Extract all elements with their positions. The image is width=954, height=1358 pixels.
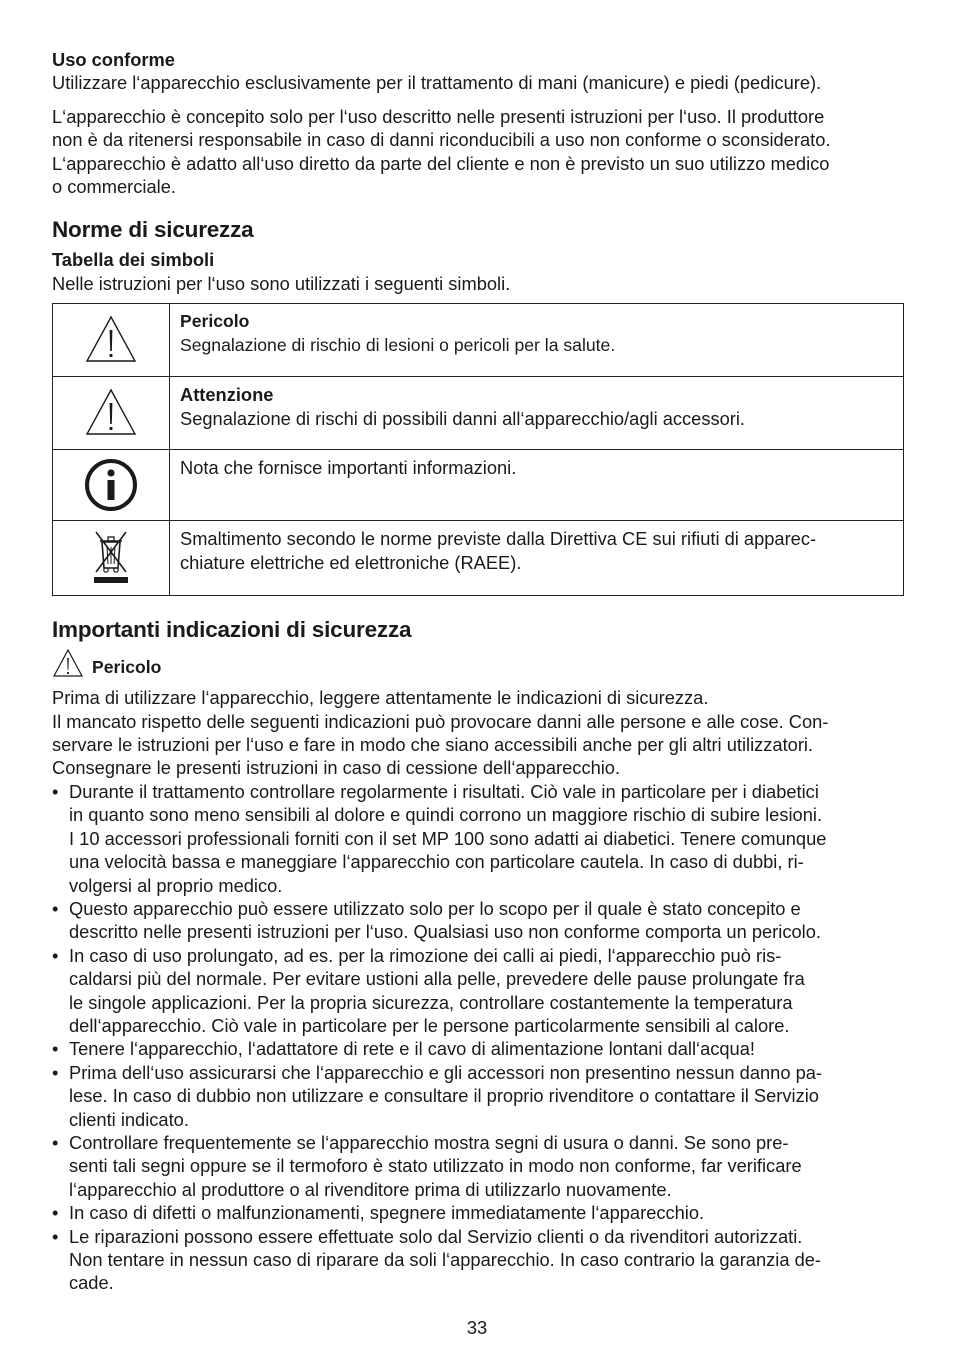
page-number: 33: [466, 1317, 488, 1338]
importanti-indicazioni-heading: Importanti indicazioni di sicurezza: [52, 617, 412, 643]
symbol-description-cell: [170, 450, 904, 521]
text-line: L‘apparecchio è adatto all‘uso diretto da parte del cliente e non è previsto un suo utilizzo medico: [52, 152, 830, 174]
text-line: o commerciale.: [52, 176, 176, 198]
table-row: [53, 304, 904, 377]
symbol-text: Segnalazione di rischio di lesioni o pericoli per la salute.: [180, 334, 616, 355]
norme-sicurezza-section: [52, 216, 904, 596]
text-line: una velocità bassa e maneggiare l‘apparecchio con particolare cautela. In caso di dubbi, ri-: [69, 851, 804, 873]
list-item: [52, 780, 904, 897]
text-line: • Controllare frequentemente se l‘apparecchio mostra segni di usura o danni. Se sono pre-: [69, 1131, 789, 1153]
table-row: [53, 521, 904, 596]
info-icon: [84, 458, 138, 512]
pericolo-warning: [52, 648, 904, 678]
symbol-cell: [53, 304, 170, 377]
text-line: L‘apparecchio è concepito solo per l‘uso descritto nelle presenti istruzioni per l‘uso. Il produttore: [52, 105, 825, 127]
symbol-cell: [53, 450, 170, 521]
pericolo-label: Pericolo: [92, 657, 162, 678]
text-line: descritto nelle presenti istruzioni per l‘uso. Qualsiasi uso non conforme comporta un pericolo.: [69, 921, 821, 943]
text-line: • In caso di difetti o malfunzionamenti, spegnere immediatamente l‘apparecchio.: [69, 1202, 705, 1224]
text-line: in quanto sono meno sensibili al dolore e quindi corrono un maggiore rischio di subire lesioni.: [69, 804, 823, 826]
table-row: [53, 377, 904, 450]
document-page: [52, 48, 904, 1295]
list-item: [52, 1061, 904, 1131]
text-line: Non tentare in nessun caso di riparare da soli l‘apparecchio. In caso contrario la garanzia de-: [69, 1249, 821, 1270]
text-line: • Prima dell‘uso assicurarsi che l‘apparecchio e gli accessori non presentino nessun danno pa-: [69, 1061, 822, 1083]
text-line: caldarsi più del normale. Per evitare ustioni alla pelle, prevedere delle pause prolungate fra: [69, 968, 805, 990]
list-item: [52, 1225, 904, 1295]
importanti-indicazioni-section: [52, 616, 904, 1295]
symbol-description-cell: [170, 377, 904, 450]
symbol-text-line: Smaltimento secondo le norme previste dalla Direttiva CE sui rifiuti di apparec-: [180, 528, 817, 550]
safety-bullet-list: [52, 780, 904, 1295]
uso-conforme-paragraph-1: Utilizzare l‘apparecchio esclusivamente per il trattamento di mani (manicure) e piedi (pedicure).: [52, 72, 822, 94]
text-line: lese. In caso di dubbio non utilizzare e consultare il proprio rivenditore o contattare il Servizio: [69, 1085, 819, 1107]
text-line: servare le istruzioni per l‘uso e fare in modo che siano accessibili anche per gli altri utilizzatori.: [52, 734, 814, 756]
symbol-label: Pericolo: [180, 311, 250, 332]
symbol-label: Attenzione: [180, 384, 274, 406]
text-line: I 10 accessori professionali forniti con il set MP 100 sono adatti ai diabetici. Tenere comunque: [69, 827, 827, 849]
list-item: [52, 1201, 904, 1224]
uso-conforme-section: [52, 48, 904, 198]
symbol-cell: [53, 521, 170, 596]
text-line: volgersi al proprio medico.: [69, 874, 283, 896]
text-line: dell‘apparecchio. Ciò vale in particolare per le persone particolarmente sensibili al calore.: [69, 1014, 790, 1036]
symbol-text: Segnalazione di rischi di possibili danni all‘apparecchio/agli accessori.: [180, 407, 746, 429]
text-line: le singole applicazioni. Per la propria sicurezza, controllare costantemente la temperatura: [69, 991, 793, 1013]
text-line: • Durante il trattamento controllare regolarmente i risultati. Ciò vale in particolare per i diabetici: [69, 780, 819, 802]
text-line: • Questo apparecchio può essere utilizzato solo per lo scopo per il quale è stato concepito e: [69, 897, 801, 919]
text-line: Prima di utilizzare l‘apparecchio, leggere attentamente le indicazioni di sicurezza.: [52, 687, 709, 709]
warning-triangle-icon: [85, 314, 137, 364]
weee-bin-icon: [91, 529, 131, 585]
text-line: Consegnare le presenti istruzioni in caso di cessione dell‘apparecchio.: [52, 757, 621, 779]
list-item: [52, 944, 904, 1038]
text-line: • In caso di uso prolungato, ad es. per la rimozione dei calli ai piedi, l‘apparecchio può ris-: [69, 944, 782, 966]
list-item: [52, 1037, 904, 1060]
text-line: cade.: [69, 1272, 114, 1294]
symbol-text: Nota che fornisce importanti informazioni.: [180, 457, 517, 479]
text-line: senti tali segni oppure se il termoforo è stato utilizzato in modo non conforme, far verificare: [69, 1155, 802, 1177]
text-line: • Tenere l‘apparecchio, l‘adattatore di rete e il cavo di alimentazione lontani dall‘acqua!: [69, 1038, 755, 1060]
uso-conforme-paragraph-2: [52, 105, 904, 199]
symbol-cell: [53, 377, 170, 450]
uso-conforme-heading: Uso conforme: [52, 49, 175, 70]
text-line: non è da ritenersi responsabile in caso di danni riconducibili a uso non conforme o sconsiderato.: [52, 129, 831, 151]
symbols-table: [52, 303, 904, 596]
list-item: [52, 897, 904, 944]
table-row: [53, 450, 904, 521]
symbol-description-cell: [170, 521, 904, 596]
text-line: • Le riparazioni possono essere effettuate solo dal Servizio clienti o da rivenditori autorizzati.: [69, 1225, 803, 1247]
symbol-description-cell: [170, 304, 904, 377]
norme-sicurezza-heading: Norme di sicurezza: [52, 217, 254, 243]
tabella-simboli-heading: Tabella dei simboli: [52, 249, 215, 271]
text-line: clienti indicato.: [69, 1108, 189, 1130]
tabella-simboli-intro: Nelle istruzioni per l‘uso sono utilizzati i seguenti simboli.: [52, 272, 511, 294]
warning-triangle-icon: [52, 648, 84, 678]
symbol-text-line: chiature elettriche ed elettroniche (RAEE).: [180, 551, 522, 573]
text-line: Il mancato rispetto delle seguenti indicazioni può provocare danni alle persone e alle cose. Con-: [52, 710, 829, 732]
text-line: l‘apparecchio al produttore o al rivenditore prima di utilizzarlo nuovamente.: [69, 1178, 672, 1200]
list-item: [52, 1131, 904, 1201]
importanti-intro: [52, 686, 904, 780]
warning-triangle-icon: [85, 387, 137, 437]
